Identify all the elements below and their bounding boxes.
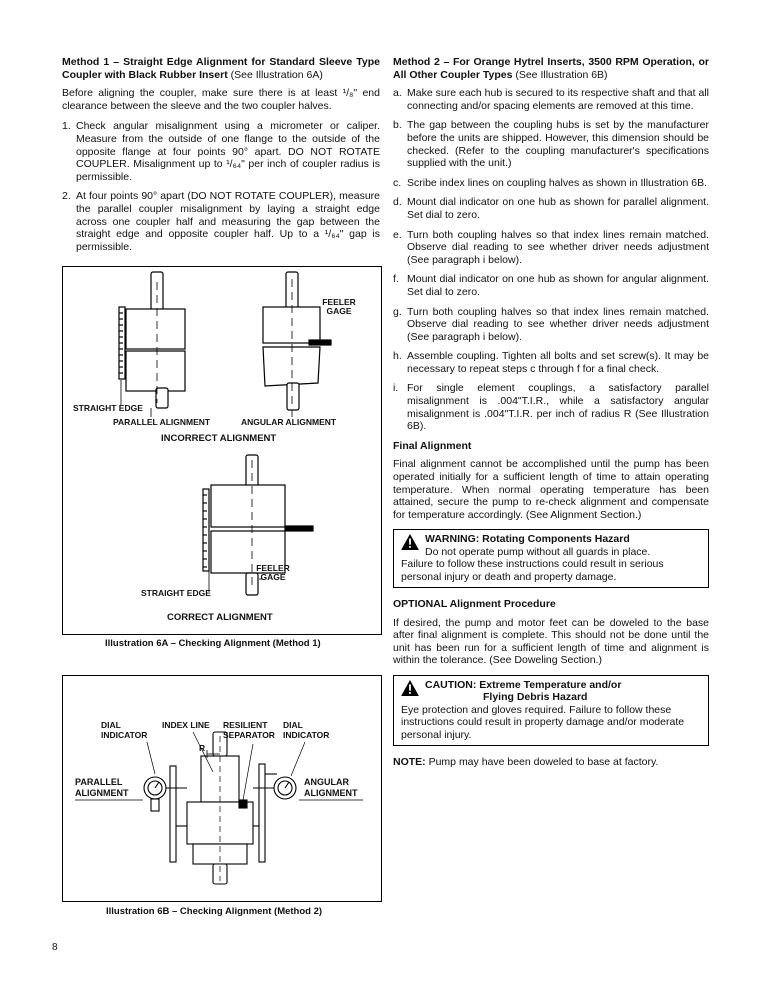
method1-intro: Before aligning the coupler, make sure there is at least ¹/₈" end clearance between the sleeve and the two coupler halves. [62, 87, 380, 112]
r-label: R [199, 743, 206, 753]
method2-step: e. Turn both coupling halves so that index lines remain matched. Observe dial reading to see whether driver needs adjustment (See paragraph i below). [393, 228, 709, 266]
angular-alignment-label-6b: ANGULAR ALIGNMENT [304, 777, 358, 798]
feeler-gage-label-top: FEELER GAGE [322, 297, 356, 316]
method2-step: b. The gap between the coupling hubs is set by the manufacturer before the units are shipped. However, this dimension should be checked. (Refer to the coupling manufacturer's specifications supplied with the unit.) [393, 119, 709, 170]
straight-edge-label-top: STRAIGHT EDGE [73, 403, 143, 413]
method2-step: c. Scribe index lines on coupling halves as shown in Illustration 6B. [393, 176, 708, 189]
caution-triangle-icon [401, 680, 419, 696]
caution-title-line1: CAUTION: Extreme Temperature and/or [425, 679, 622, 691]
parallel-alignment-label: PARALLEL ALIGNMENT [113, 417, 211, 427]
warning-triangle-icon [401, 534, 419, 550]
note-label: NOTE: [393, 756, 426, 769]
correct-alignment-label: CORRECT ALIGNMENT [167, 612, 273, 623]
method1-step: 2. At four points 90° apart (DO NOT ROTATE COUPLER), measure the parallel coupler misalignment by laying a straight edge across one coupler half and measuring the gap between the straight edge and opposite coupler half. Up to a ¹/₆₄" gap is permissible. [62, 190, 380, 253]
method2-step: d. Mount dial indicator on one hub as shown for parallel alignment. Set dial to zero. [393, 196, 709, 221]
method2-step: i. For single element couplings, a satisfactory parallel misalignment is .004"T.I.R., while a satisfactory angular misalignment is .004"T.I.R. per inch of radius R (See Illustration 6B). [393, 382, 709, 433]
method2-step: f. Mount dial indicator on one hub as shown for angular alignment. Set dial to zero. [393, 273, 709, 298]
caution-title-line2: Flying Debris Hazard [483, 691, 588, 704]
illustration-6b [62, 675, 382, 902]
method2-step: g. Turn both coupling halves so that index lines remain matched. Observe dial reading to see whether driver needs adjustment (See paragraph i below). [393, 305, 709, 343]
method2-step: a. Make sure each hub is secured to its respective shaft and that all connecting and/or spacing elements are removed at this time. [393, 87, 709, 112]
index-line-label: INDEX LINE [162, 720, 210, 730]
incorrect-alignment-label: INCORRECT ALIGNMENT [161, 433, 277, 444]
illustration-6a-caption: Illustration 6A – Checking Alignment (Method 1) [105, 638, 321, 649]
illustration-6a-drawing [63, 267, 381, 634]
caution-box [393, 675, 709, 746]
warning-header [401, 533, 703, 558]
illustration-6a [62, 266, 382, 635]
warning-box [393, 529, 709, 588]
caution-text: Eye protection and gloves required. Failure to follow these instructions could result in property damage and/or moderate personal injury. [401, 703, 685, 741]
illustration-6b-caption: Illustration 6B – Checking Alignment (Method 2) [106, 906, 323, 917]
warning-text: Failure to follow these instructions could result in serious personal injury or death and property damage. [401, 558, 664, 583]
angular-alignment-label: ANGULAR ALIGNMENT [241, 417, 337, 427]
parallel-alignment-label-6b: PARALLEL ALIGNMENT [75, 777, 129, 798]
optional-alignment-text: If desired, the pump and motor feet can be doweled to the base after final alignment is complete. This should not be done until the unit has been run for a sufficient length of time and alignment is within the tolerance. (See Doweling Section.) [393, 616, 709, 667]
method1-heading: Method 1 – Straight Edge Alignment for Standard Sleeve Type Coupler with Black Rubber Insert (See Illustration 6A) [62, 56, 380, 81]
page-number: 8 [52, 942, 58, 953]
final-alignment-text: Final alignment cannot be accomplished until the pump has been operated initially for a sufficient length of time to attain operating temperature. When normal operating temperature has been attained, secure the pump to re-check alignment and compensate for temperature accordingly. (See Alignment Section.) [393, 458, 709, 521]
warning-first-line: Do not operate pump without all guards in place. [425, 545, 651, 558]
feeler-gage-label-bottom: FEELER GAGE [256, 563, 290, 582]
method2-heading: Method 2 – For Orange Hytrel Inserts, 3500 RPM Operation, or All Other Coupler Types (See Illustration 6B) [393, 56, 709, 81]
dial-indicator-left-label: DIAL INDICATOR [101, 720, 148, 740]
optional-alignment-heading: OPTIONAL Alignment Procedure [393, 598, 556, 611]
dial-indicator-right-label: DIAL INDICATOR [283, 720, 330, 740]
straight-edge-label-bottom: STRAIGHT EDGE [141, 588, 211, 598]
caution-header [401, 679, 703, 704]
resilient-separator-label: RESILIENT SEPARATOR [223, 720, 275, 740]
left-column [62, 56, 380, 260]
final-alignment-heading: Final Alignment [393, 439, 472, 452]
method2-step: h. Assemble coupling. Tighten all bolts and set screw(s). It may be necessary to repeat steps c through f for a final check. [393, 350, 709, 375]
method1-step: 1. Check angular misalignment using a micrometer or caliper. Measure from the outside of one flange to the outside of the opposite flange at four points 90° apart. DO NOT ROTATE COUPLER. Misalignment up to ¹/₆₄" per inch of coupler radius is permissible. [62, 120, 380, 183]
right-column [393, 56, 709, 777]
warning-title: WARNING: Rotating Components Hazard [425, 533, 630, 546]
method2-steps [393, 87, 709, 433]
note [393, 756, 709, 769]
note-text: Pump may have been doweled to base at factory. [428, 756, 659, 769]
